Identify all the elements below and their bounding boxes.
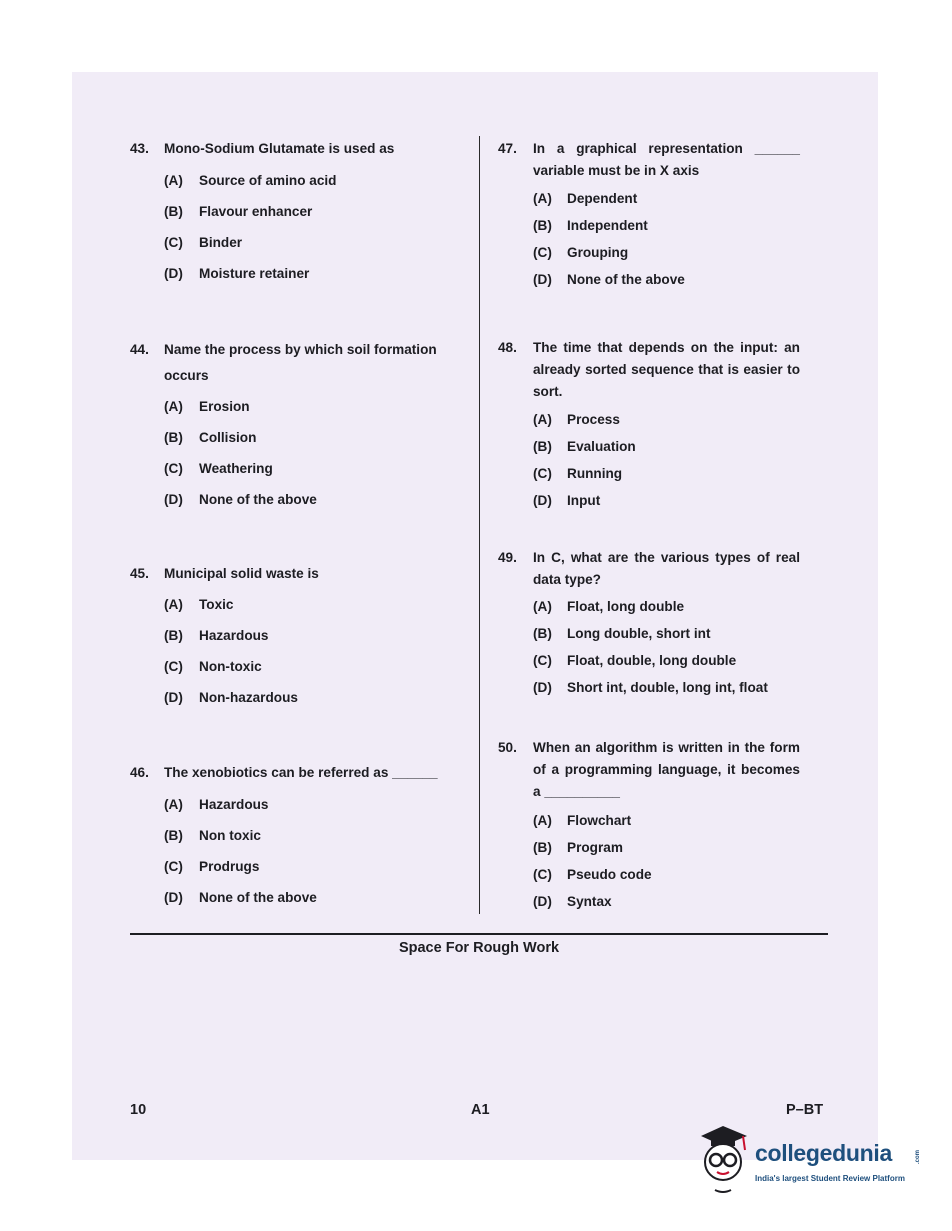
option-text: Float, long double bbox=[567, 599, 685, 614]
option-letter: (B) bbox=[533, 218, 552, 233]
option-letter: (C) bbox=[164, 461, 183, 476]
option-text: Running bbox=[567, 466, 623, 481]
option bbox=[533, 626, 800, 641]
option-text: Independent bbox=[567, 218, 648, 233]
option bbox=[533, 840, 800, 855]
option-letter: (D) bbox=[164, 890, 183, 905]
option-letter: (D) bbox=[164, 492, 183, 507]
option-text: Program bbox=[567, 840, 623, 855]
option-text: Source of amino acid bbox=[199, 173, 337, 188]
option-letter: (B) bbox=[533, 439, 552, 454]
question-number: 44. bbox=[130, 342, 149, 357]
option bbox=[533, 680, 800, 695]
option-letter: (A) bbox=[164, 173, 183, 188]
option bbox=[533, 412, 800, 427]
question-text: The xenobiotics can be referred as ______ bbox=[164, 765, 438, 780]
option-letter: (C) bbox=[533, 245, 552, 260]
rough-work-rule bbox=[130, 933, 828, 935]
question-50 bbox=[498, 737, 800, 909]
option-text: Moisture retainer bbox=[199, 266, 310, 281]
option-letter: (C) bbox=[533, 867, 552, 882]
option-text: Erosion bbox=[199, 399, 250, 414]
option-letter: (B) bbox=[533, 840, 552, 855]
option-text: Prodrugs bbox=[199, 859, 260, 874]
question-number: 46. bbox=[130, 765, 149, 780]
option bbox=[164, 492, 470, 507]
option bbox=[164, 628, 470, 643]
question-number: 45. bbox=[130, 566, 149, 581]
option-text: Syntax bbox=[567, 894, 612, 909]
option bbox=[533, 466, 800, 481]
question-47 bbox=[498, 138, 800, 287]
question-45 bbox=[130, 563, 470, 705]
option bbox=[533, 653, 800, 668]
option-letter: (B) bbox=[164, 628, 183, 643]
option-letter: (D) bbox=[533, 894, 552, 909]
option-text: Weathering bbox=[199, 461, 273, 476]
question-46 bbox=[130, 762, 470, 905]
option-letter: (B) bbox=[533, 626, 552, 641]
option bbox=[533, 599, 800, 614]
option bbox=[164, 399, 470, 414]
option bbox=[164, 597, 470, 612]
option-text: Collision bbox=[199, 430, 257, 445]
logo-tagline: India's largest Student Review Platform bbox=[755, 1174, 905, 1183]
collegedunia-logo bbox=[693, 1122, 925, 1198]
question-text: The time that depends on the input: an already sorted sequence that is easier to sort. bbox=[533, 340, 800, 399]
option bbox=[533, 218, 800, 233]
option-letter: (A) bbox=[164, 597, 183, 612]
option-text: Non-toxic bbox=[199, 659, 262, 674]
option-text: Hazardous bbox=[199, 797, 269, 812]
option-letter: (D) bbox=[533, 680, 552, 695]
question-44 bbox=[130, 337, 470, 507]
option-text: None of the above bbox=[567, 272, 685, 287]
question-48 bbox=[498, 337, 800, 508]
option-text: Long double, short int bbox=[567, 626, 711, 641]
option bbox=[533, 493, 800, 508]
option bbox=[164, 430, 470, 445]
option bbox=[164, 690, 470, 705]
paper-code: P–BT bbox=[786, 1102, 824, 1118]
option-letter: (D) bbox=[533, 493, 552, 508]
option-letter: (A) bbox=[533, 813, 552, 828]
column-divider bbox=[479, 136, 480, 914]
option-letter: (B) bbox=[164, 430, 183, 445]
option bbox=[533, 439, 800, 454]
option-text: Dependent bbox=[567, 191, 638, 206]
option-letter: (C) bbox=[164, 235, 183, 250]
option-text: Process bbox=[567, 412, 620, 427]
question-text: When an algorithm is written in the form of a programming language, it becomes a __________ bbox=[533, 740, 800, 799]
option-letter: (B) bbox=[164, 828, 183, 843]
option bbox=[164, 173, 470, 188]
option bbox=[533, 867, 800, 882]
option-text: Hazardous bbox=[199, 628, 269, 643]
option-text: Binder bbox=[199, 235, 243, 250]
option-text: Flavour enhancer bbox=[199, 204, 313, 219]
question-number: 43. bbox=[130, 141, 149, 156]
option bbox=[164, 828, 470, 843]
option-letter: (D) bbox=[533, 272, 552, 287]
option-letter: (B) bbox=[164, 204, 183, 219]
question-number: 48. bbox=[498, 340, 517, 355]
question-number: 47. bbox=[498, 141, 517, 156]
option-text: None of the above bbox=[199, 492, 317, 507]
option-letter: (A) bbox=[164, 399, 183, 414]
option-text: None of the above bbox=[199, 890, 317, 905]
option-letter: (C) bbox=[533, 653, 552, 668]
question-text: Municipal solid waste is bbox=[164, 566, 319, 581]
logo-suffix: .com bbox=[915, 1150, 921, 1165]
option-text: Float, double, long double bbox=[567, 653, 737, 668]
option-text: Input bbox=[567, 493, 601, 508]
option bbox=[164, 859, 470, 874]
mascot-icon bbox=[693, 1122, 755, 1198]
page-number: 10 bbox=[130, 1102, 147, 1118]
question-49 bbox=[498, 547, 800, 695]
option bbox=[164, 266, 470, 281]
option bbox=[164, 461, 470, 476]
option-letter: (A) bbox=[533, 599, 552, 614]
rough-work-label: Space For Rough Work bbox=[398, 940, 560, 956]
option-letter: (D) bbox=[164, 266, 183, 281]
question-text: In C, what are the various types of real data type? bbox=[533, 550, 800, 587]
option bbox=[164, 204, 470, 219]
question-number: 49. bbox=[498, 550, 517, 565]
option-letter: (A) bbox=[533, 191, 552, 206]
option-text: Pseudo code bbox=[567, 867, 652, 882]
question-number: 50. bbox=[498, 740, 517, 755]
option-letter: (A) bbox=[164, 797, 183, 812]
question-text: Mono-Sodium Glutamate is used as bbox=[164, 141, 395, 156]
option-text: Non toxic bbox=[199, 828, 261, 843]
option bbox=[164, 659, 470, 674]
option-text: Flowchart bbox=[567, 813, 632, 828]
option bbox=[164, 235, 470, 250]
question-43 bbox=[130, 138, 470, 281]
option bbox=[533, 245, 800, 260]
option-letter: (C) bbox=[164, 659, 183, 674]
option-text: Evaluation bbox=[567, 439, 636, 454]
option bbox=[164, 890, 470, 905]
exam-page bbox=[72, 72, 878, 1160]
option bbox=[533, 813, 800, 828]
option-letter: (C) bbox=[533, 466, 552, 481]
option-letter: (A) bbox=[533, 412, 552, 427]
option bbox=[164, 797, 470, 812]
question-text: Name the process by which soil formation occurs bbox=[164, 342, 437, 383]
logo-wordmark: collegedunia bbox=[755, 1140, 892, 1166]
option-text: Grouping bbox=[567, 245, 629, 260]
option-letter: (D) bbox=[164, 690, 183, 705]
option bbox=[533, 191, 800, 206]
question-text: In a graphical representation ______ variable must be in X axis bbox=[533, 141, 800, 178]
option-text: Short int, double, long int, float bbox=[567, 680, 768, 695]
option bbox=[533, 272, 800, 287]
option-text: Toxic bbox=[199, 597, 234, 612]
option bbox=[533, 894, 800, 909]
option-text: Non-hazardous bbox=[199, 690, 298, 705]
set-code: A1 bbox=[471, 1102, 490, 1118]
option-letter: (C) bbox=[164, 859, 183, 874]
